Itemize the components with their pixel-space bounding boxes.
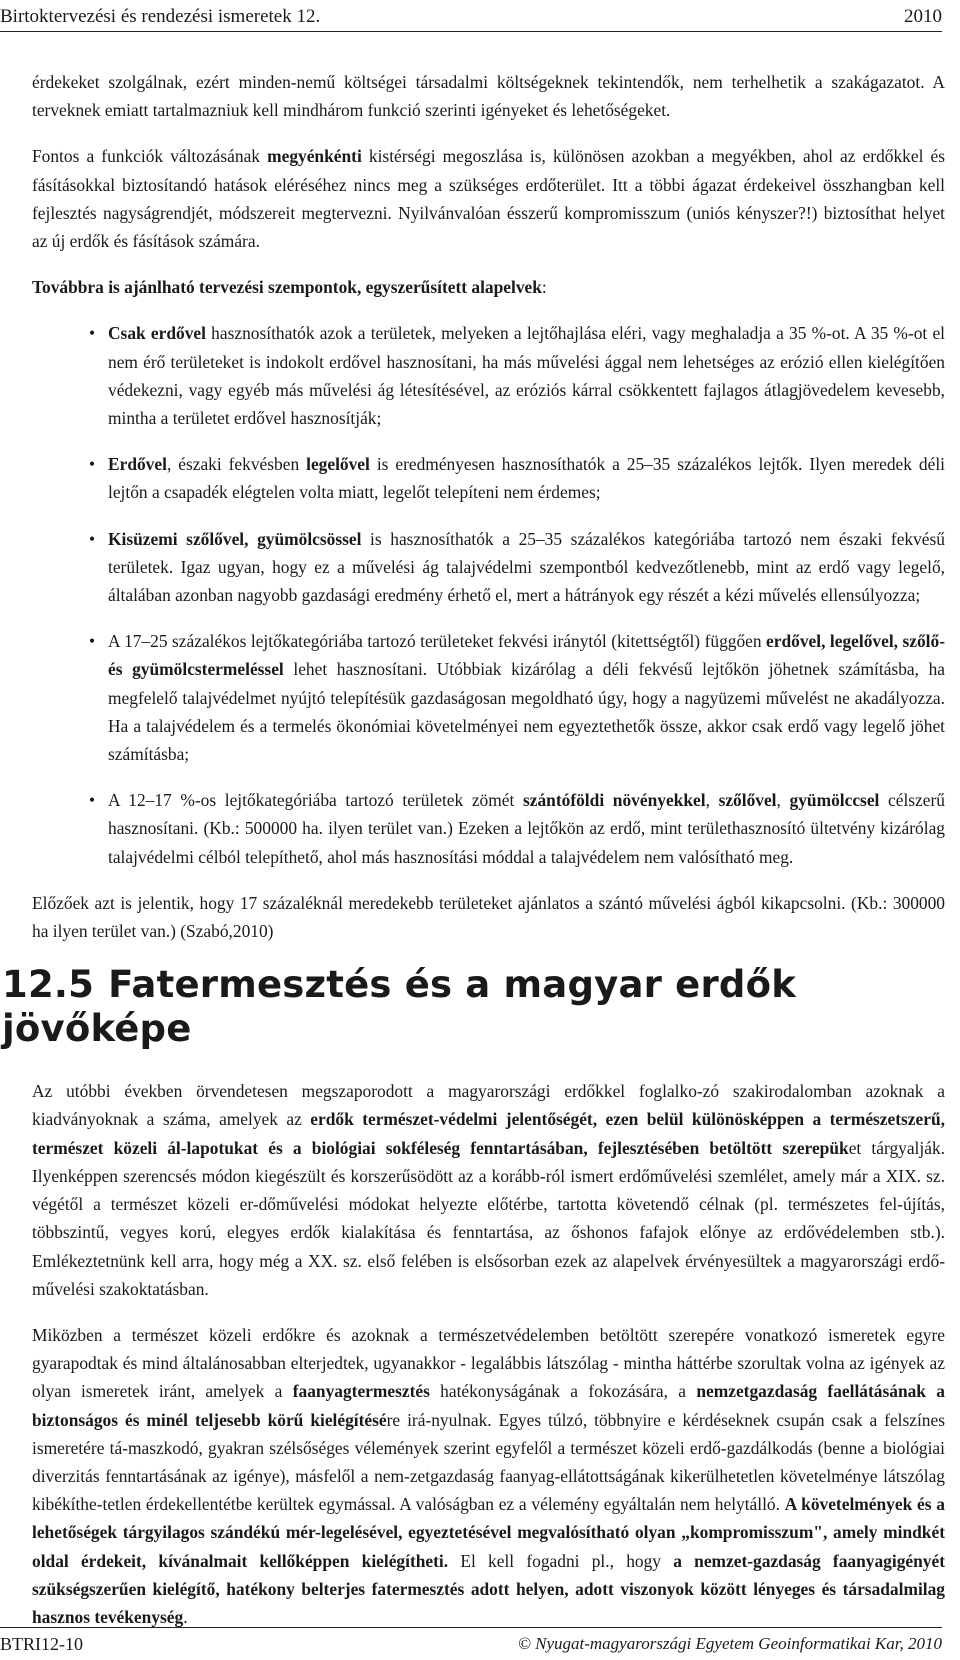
bold-run: megyénkénti bbox=[267, 146, 362, 167]
bold-run: gyümölccsel bbox=[789, 790, 880, 811]
bold-run: Továbbra is ajánlható tervezési szempontok, egyszerűsített alapelvek bbox=[32, 277, 542, 298]
text-run: Fontos a funkciók változásának bbox=[32, 146, 268, 167]
section-heading bbox=[2, 963, 945, 1051]
text-run: El kell fogadni pl., hogy bbox=[448, 1550, 674, 1571]
text-run: Az utóbbi években örvendetesen megszaporodott a magyarországi erdőkkel foglalko-zó szakirodalomban azoknak a kiadványoknak a száma, amelyek az bbox=[32, 1081, 945, 1130]
bold-run: legelővel bbox=[306, 454, 370, 475]
text-run: , bbox=[705, 790, 719, 811]
list-item bbox=[108, 786, 945, 871]
bold-run: erdővel, legelővel, szőlő- és gyümölcstermeléssel bbox=[108, 631, 945, 680]
bold-run: szőlővel bbox=[718, 790, 777, 811]
text-run: hasznosíthatók azok a területek, melyeken a lejtőhajlása eléri, vagy meghaladja a 35 %-ot. A 35 %-ot el nem érő területeket is indokolt erdővel hasznosítani, ha más művelési ággal nem lehetséges az erózió ellen kielégítően védekezni, vagy egyéb más művelési ág létesítésével, az eróziós kárral csökkentett fajlagos átlagjövedelem kevesebb, mintha a területet erdővel hasznosítják; bbox=[108, 323, 946, 429]
text-run: érdekeket szolgálnak, ezért minden-nemű költségei társadalmi költségeknek tekintendők, nem terhelhetik a szakágazatot. A terveknek emiatt tartalmazniuk kell mindhárom funkció szerinti igényeket és lehetőségeket. bbox=[32, 72, 945, 121]
bold-run: Csak erdővel bbox=[108, 323, 206, 344]
text-run: A 17–25 százalékos lejtőkategóriába tartozó területeket fekvési iránytól (kitettségtől) függően bbox=[108, 631, 767, 652]
paragraph-2 bbox=[32, 142, 945, 255]
text-run: is hasznosíthatók a 25–35 százalékos kategóriába tartozó nem északi fekvésű területek. Igaz ugyan, hogy ez a művelési ág talajvédelmi szempontból kedvezőtlenebb, mint az erdő vagy legelő, általában azonban nagyobb gazdasági eredmény érhető el, mert a hátrányok egy részét a kézi művelés ellensúlyozza; bbox=[108, 528, 945, 606]
running-footer bbox=[0, 1627, 942, 1657]
paragraph-6 bbox=[32, 1321, 945, 1631]
text-run: kistérségi megoszlása is, különösen azokban a megyékben, ahol az erdőkkel és fásításokkal biztosítandó hatások eléréséhez nincs meg a szükséges erdőterület. Itt a többi ágazat érdekeivel összhangban kell fejlesztés nagyságrendjét, módszereit megtervezni. Nyilvánvalóan ésszerű kompromisszum (uniós kényszer?!) biztosíthat helyet az új erdők és fásítások számára. bbox=[32, 146, 946, 252]
bold-run: A követelmények és a lehetőségek tárgyilagos szándékú mér-legelésével, egyeztetésével megvalósítható olyan „kompromisszum", amely mindkét oldal érdekeit, kívánalmait kellőképpen kielégítheti. bbox=[32, 1494, 945, 1571]
text-run: , északi fekvésben bbox=[166, 454, 307, 475]
text-run: . bbox=[183, 1606, 188, 1627]
text-run: re irá-nyulnak. Egyes túlzó, többnyire e kérdéseknek csupán csak a felszínes ismeretére tá-maszkodó, gyakran szélsőséges vélemények szerint egyfelől a természet közeli erdő-gazdálkodás (benne a biológiai diverzitás fenntartásának az igénye), másfelől a nem-zetgazdaság faanyag-ellátottságának kikerülhetetlen követelménye látszólag kibékíthe-tetlen érdekellentétbe kerültek egymással. A valóságban ez a vélemény egyáltalán nem helytálló. bbox=[32, 1409, 945, 1515]
list-item bbox=[108, 450, 945, 506]
header-year: 2010 bbox=[904, 6, 942, 27]
footer-copyright: © Nyugat-magyarországi Egyetem Geoinformatikai Kar, 2010 bbox=[517, 1634, 942, 1653]
paragraph-1 bbox=[32, 68, 945, 124]
text-run: lehet hasznosítani. Utóbbiak kizárólag a déli fekvésű lejtőkön jöhetnek számításba, ha megfelelő talajvédelmet nyújtó telepítésük gazdaságosan megoldható úgy, hogy a nagyüzemi művelést ne akadályozza. Ha a talajvédelem és a termelés ökonómiai követelményei nem egyeztethetők össze, akkor csak erdő vagy legelő jöhet számításba; bbox=[108, 659, 945, 765]
bold-run: a nemzet-gazdaság faanyagigényét szükségszerűen kielégítő, hatékony belterjes fatermesztés adott helyen, adott viszonyok között lényeges és társadalmilag hasznos tevékenység bbox=[32, 1550, 945, 1627]
text-run: célszerű hasznosítani. (Kb.: 500000 ha. ilyen terület van.) Ezeken a lejtőkön az erdő, mint területhasznosító ültetvény kizárólag talajvédelmi célból telepíthető, ahol más hasznosítási móddal a talajvédelem nem valósítható meg. bbox=[108, 790, 945, 867]
text-run: , bbox=[776, 790, 790, 811]
bold-run: Kisüzemi szőlővel, gyümölcsössel bbox=[108, 528, 362, 549]
footer-code: BTRI12-10 bbox=[0, 1634, 83, 1654]
text-run: : bbox=[541, 277, 547, 298]
list-item bbox=[108, 627, 945, 768]
text-run: Előzőek azt is jelentik, hogy 17 százaléknál meredekebb területeket ajánlatos a szántó művelési ágból kikapcsolni. (Kb.: 300000 ha ilyen terület van.) (Szabó,2010) bbox=[32, 892, 945, 942]
text-run: hatékonyságának a fokozására, a bbox=[429, 1381, 697, 1402]
bold-run: szántóföldi növényekkel bbox=[522, 790, 706, 811]
bold-run: nemzetgazdaság faellátásának a biztonságos és minél teljesebb körű kielégítésé bbox=[32, 1381, 946, 1430]
text-run: A 12–17 %-os lejtőkategóriába tartozó területek zömét bbox=[108, 790, 523, 811]
header-title: Birtoktervezési és rendezési ismeretek 12. bbox=[0, 6, 321, 27]
bold-run: erdők természet-védelmi jelentőségét, ezen belül különösképpen a természetszerű, természet közeli ál-lapotukat és a biológiai sokféleség fenntartásában, fejlesztésében betöltött szerepük bbox=[32, 1109, 945, 1158]
paragraph-3 bbox=[32, 273, 945, 301]
text-run: et tárgyalják. Ilyenképpen szerencsés módon kiegészült és korszerűsödött az a korább-ról ismert erdőművelési szemlélet, amely már a XIX. sz. végétől a természet közeli er-dőművelési módokat helyezte előtérbe, tartotta követendő célnak (pl. természetes fel-újítás, többszintű, vegyes korú, elegyes erdők kialakítása és fenntartása, az őshonos fafajok előnye az erdővédelemben stb.). Emlékeztetnünk kell arra, hogy még a XX. sz. első felében is elsősorban ezek az alapelvek érvényesültek a magyarországi erdő-művelési szakoktatásban. bbox=[32, 1137, 945, 1299]
text-run: is eredményesen hasznosíthatók a 25–35 százalékos lejtők. Ilyen meredek déli lejtőn a csapadék elégtelen volta miatt, legelőt telepíteni nem érdemes; bbox=[108, 454, 945, 503]
section-title: Fatermesztés és a magyar erdők jövőképe bbox=[2, 963, 797, 1051]
list-item bbox=[108, 319, 945, 432]
section-number: 12.5 bbox=[2, 963, 95, 1007]
bold-run: faanyagtermesztés bbox=[292, 1381, 430, 1402]
bold-run: Erdővel bbox=[108, 454, 167, 475]
text-run: Miközben a természet közeli erdőkre és azoknak a természetvédelemben betöltött szerepére vonatkozó ismeretek egyre gyarapodtak és mind általánosabban elterjedtek, ugyanakkor - legalábbis látszólag - mintha háttérbe szorultak volna az igények az olyan ismeretek iránt, amelyek a bbox=[32, 1324, 945, 1402]
bullet-list bbox=[32, 319, 945, 870]
paragraph-4 bbox=[32, 889, 945, 945]
paragraph-5 bbox=[32, 1077, 945, 1303]
list-item bbox=[108, 525, 945, 610]
running-header bbox=[0, 2, 942, 32]
